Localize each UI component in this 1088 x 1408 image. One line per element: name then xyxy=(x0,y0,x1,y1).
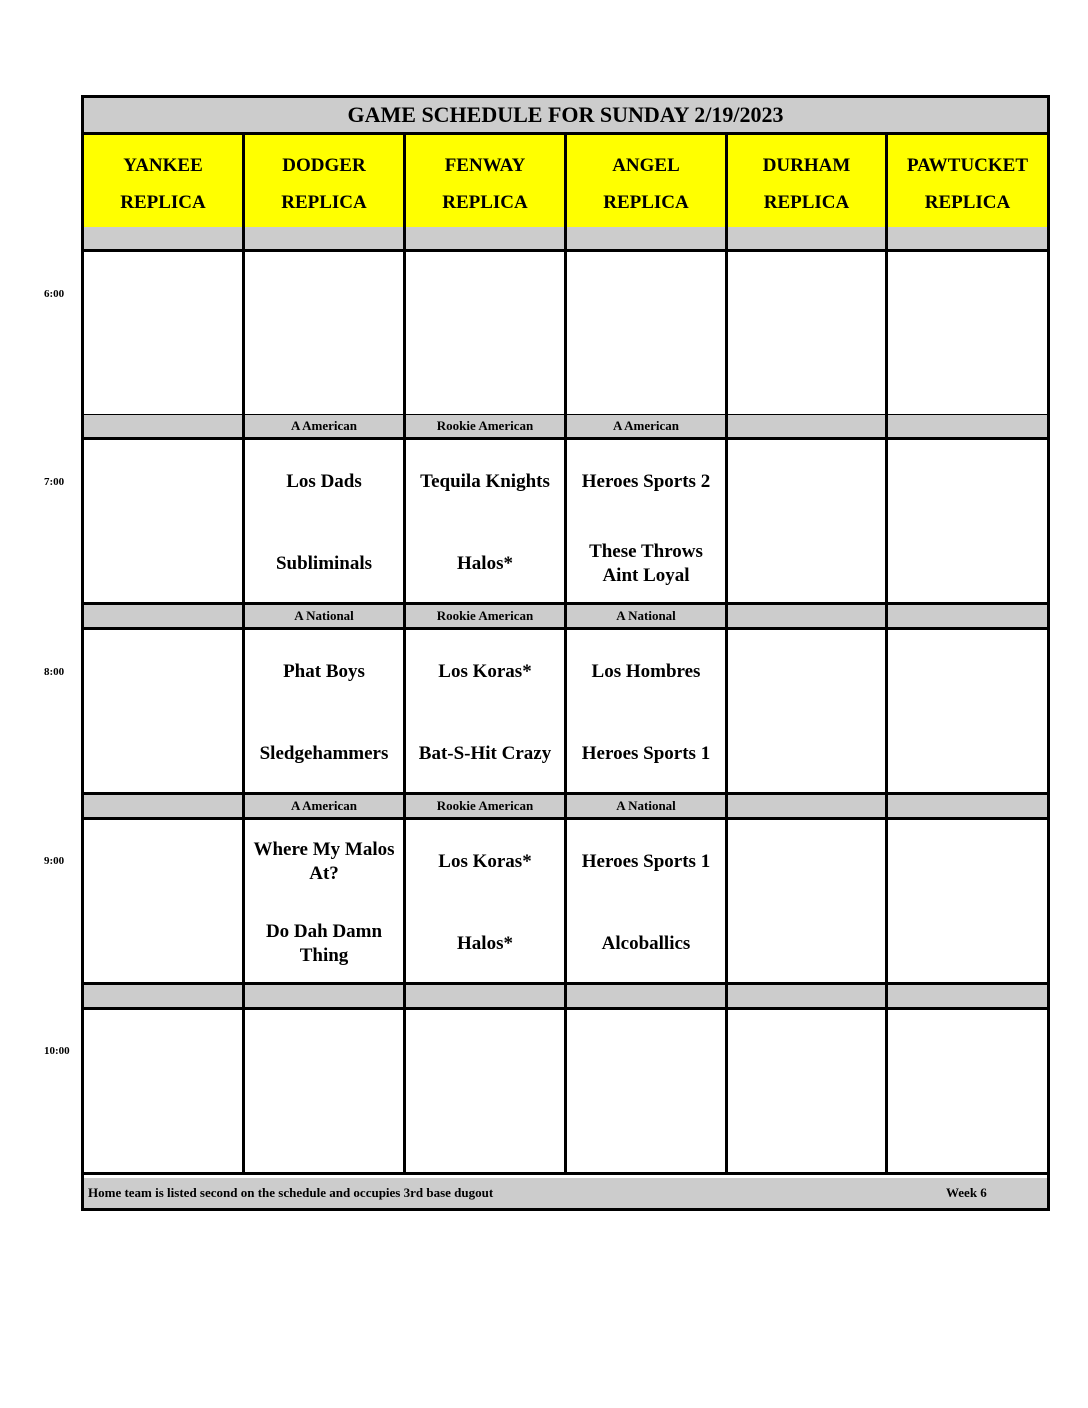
home-team xyxy=(84,1106,242,1162)
field-header-angel xyxy=(567,135,728,227)
home-team: Halos* xyxy=(457,553,513,574)
field-header-pawtucket xyxy=(888,135,1047,227)
division-label xyxy=(567,227,728,249)
game-cell xyxy=(888,440,1047,602)
home-team xyxy=(888,348,1047,404)
division-band xyxy=(84,795,1047,820)
game-cell xyxy=(728,1010,888,1172)
away-team xyxy=(888,644,1047,700)
division-label xyxy=(245,985,406,1007)
game-cell xyxy=(84,630,245,792)
division-label xyxy=(728,415,888,437)
field-name: PAWTUCKET xyxy=(906,155,1029,176)
game-cell xyxy=(406,1010,567,1172)
schedule-footer xyxy=(84,1178,1047,1208)
game-cell xyxy=(406,252,567,414)
game-cell xyxy=(888,1010,1047,1172)
division-label xyxy=(888,415,1047,437)
away-team xyxy=(728,644,885,700)
home-team xyxy=(728,1106,885,1162)
away-team: Tequila Knights xyxy=(420,471,550,492)
game-cell xyxy=(728,630,888,792)
home-team: Alcoballics xyxy=(601,933,691,954)
game-cell xyxy=(84,440,245,602)
home-team: Sledgehammers xyxy=(259,743,389,764)
game-cell xyxy=(567,440,728,602)
game-cell xyxy=(728,440,888,602)
away-team xyxy=(84,454,242,510)
away-team: Where My Malos At? xyxy=(253,839,395,884)
time-label-8: 8:00 xyxy=(44,666,65,678)
division-label: A American xyxy=(245,795,406,817)
away-team xyxy=(728,1024,885,1080)
time-label-6: 6:00 xyxy=(44,288,65,300)
field-name: DODGER xyxy=(282,155,366,176)
division-label xyxy=(728,795,888,817)
away-team xyxy=(728,454,885,510)
field-header-dodger xyxy=(245,135,406,227)
field-header-yankee xyxy=(84,135,245,227)
away-team xyxy=(567,266,725,322)
division-label xyxy=(728,605,888,627)
home-team xyxy=(84,536,242,592)
home-team xyxy=(567,348,725,404)
game-cell xyxy=(245,440,406,602)
away-team xyxy=(406,266,564,322)
field-type: REPLICA xyxy=(281,192,367,213)
away-team xyxy=(567,1024,725,1080)
division-label: Rookie American xyxy=(406,415,567,437)
away-team: Los Hombres xyxy=(591,661,701,682)
game-cell xyxy=(84,820,245,982)
division-label xyxy=(888,227,1047,249)
schedule-title: GAME SCHEDULE FOR SUNDAY 2/19/2023 xyxy=(84,98,1047,135)
game-cell xyxy=(567,820,728,982)
field-header-durham xyxy=(728,135,888,227)
away-team: Heroes Sports 1 xyxy=(581,851,711,872)
time-slot-row xyxy=(84,820,1047,985)
division-label xyxy=(728,985,888,1007)
home-team: Halos* xyxy=(457,933,513,954)
time-label-7: 7:00 xyxy=(44,476,65,488)
away-team xyxy=(888,454,1047,510)
away-team: Los Koras* xyxy=(438,661,532,682)
division-label xyxy=(84,795,245,817)
home-team: Do Dah Damn Thing xyxy=(265,921,383,966)
division-label xyxy=(888,985,1047,1007)
home-team xyxy=(84,916,242,972)
footer-note: Home team is listed second on the schedule and occupies 3rd base dugout xyxy=(88,1185,494,1200)
field-type: REPLICA xyxy=(442,192,528,213)
game-cell xyxy=(728,820,888,982)
division-band xyxy=(84,415,1047,440)
home-team xyxy=(406,348,564,404)
game-cell xyxy=(245,252,406,414)
game-cell xyxy=(84,252,245,414)
home-team xyxy=(84,726,242,782)
time-slot-row xyxy=(84,630,1047,795)
division-label xyxy=(888,605,1047,627)
game-cell xyxy=(406,820,567,982)
away-team: Heroes Sports 2 xyxy=(581,471,711,492)
field-type: REPLICA xyxy=(924,192,1011,213)
home-team xyxy=(728,348,885,404)
field-header-row xyxy=(84,135,1047,230)
field-name: YANKEE xyxy=(123,155,203,176)
home-team xyxy=(84,348,242,404)
division-label: A National xyxy=(567,605,728,627)
away-team xyxy=(84,834,242,890)
division-band xyxy=(84,227,1047,252)
away-team xyxy=(888,1024,1047,1080)
away-team xyxy=(245,1024,403,1080)
home-team xyxy=(245,1106,403,1162)
home-team xyxy=(888,1106,1047,1162)
division-label: A National xyxy=(567,795,728,817)
game-cell xyxy=(245,1010,406,1172)
away-team xyxy=(406,1024,564,1080)
home-team: Bat-S-Hit Crazy xyxy=(418,743,552,764)
game-cell xyxy=(888,820,1047,982)
division-band xyxy=(84,605,1047,630)
field-type: REPLICA xyxy=(763,192,850,213)
division-label xyxy=(84,415,245,437)
division-label: A American xyxy=(567,415,728,437)
away-team xyxy=(245,266,403,322)
game-cell xyxy=(84,1010,245,1172)
home-team xyxy=(888,726,1047,782)
game-cell xyxy=(406,440,567,602)
game-cell xyxy=(728,252,888,414)
time-slot-row xyxy=(84,1010,1047,1175)
home-team xyxy=(245,348,403,404)
time-label-9: 9:00 xyxy=(44,855,65,867)
away-team xyxy=(888,834,1047,890)
division-label xyxy=(245,227,406,249)
field-name: FENWAY xyxy=(444,155,526,176)
game-cell xyxy=(888,252,1047,414)
away-team xyxy=(84,1024,242,1080)
away-team xyxy=(728,834,885,890)
field-type: REPLICA xyxy=(603,192,689,213)
home-team xyxy=(728,916,885,972)
home-team xyxy=(406,1106,564,1162)
division-label xyxy=(406,227,567,249)
game-cell xyxy=(567,630,728,792)
game-cell xyxy=(406,630,567,792)
away-team: Los Koras* xyxy=(438,851,532,872)
division-label xyxy=(406,985,567,1007)
division-label xyxy=(888,795,1047,817)
away-team xyxy=(728,266,885,322)
field-type: REPLICA xyxy=(120,192,206,213)
division-label xyxy=(567,985,728,1007)
field-name: ANGEL xyxy=(612,155,680,176)
home-team xyxy=(728,726,885,782)
away-team xyxy=(84,644,242,700)
game-cell xyxy=(888,630,1047,792)
game-cell xyxy=(245,820,406,982)
time-slot-row xyxy=(84,440,1047,605)
home-team: Heroes Sports 1 xyxy=(581,743,711,764)
division-label: Rookie American xyxy=(406,605,567,627)
game-cell xyxy=(567,252,728,414)
field-header-fenway xyxy=(406,135,567,227)
time-slot-row xyxy=(84,252,1047,417)
division-band xyxy=(84,985,1047,1010)
away-team: Los Dads xyxy=(286,471,362,492)
home-team xyxy=(888,536,1047,592)
game-cell xyxy=(245,630,406,792)
division-label xyxy=(84,227,245,249)
home-team: Subliminals xyxy=(275,553,373,574)
week-label: Week 6 xyxy=(946,1185,987,1200)
field-name: DURHAM xyxy=(762,155,851,176)
division-label: Rookie American xyxy=(406,795,567,817)
home-team: These Throws Aint Loyal xyxy=(589,541,703,586)
game-cell xyxy=(567,1010,728,1172)
division-label: A American xyxy=(245,415,406,437)
division-label xyxy=(84,985,245,1007)
home-team xyxy=(728,536,885,592)
schedule-sheet xyxy=(81,95,1050,1211)
away-team xyxy=(84,266,242,322)
division-label: A National xyxy=(245,605,406,627)
home-team xyxy=(888,916,1047,972)
time-label-10: 10:00 xyxy=(44,1045,70,1057)
away-team: Phat Boys xyxy=(283,661,365,682)
division-label xyxy=(84,605,245,627)
away-team xyxy=(888,266,1047,322)
division-label xyxy=(728,227,888,249)
home-team xyxy=(567,1106,725,1162)
